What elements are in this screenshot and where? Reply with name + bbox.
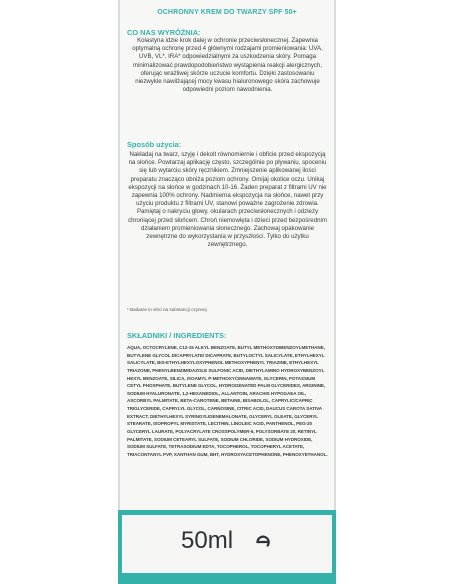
e-mark-icon (252, 531, 274, 553)
packaging-panel (118, 0, 336, 584)
section-title-usage: Sposób użycia: (127, 140, 182, 149)
ingredients-title: SKŁADNIKI / INGREDIENTS: (127, 331, 227, 340)
section-text-distinction: Kolastyna idzie krok dalej w ochronie przeciwsłonecznej. Zapewnia optymalną ochronę przed 4 głównymi rodzajami promieniowania: UVA, UVB, VL*, IRA* odpowiedzialnymi za uszkodzenia skóry. Pomaga minimalizować prawdopodobieństwo wystąpienia reakcji alergicznych, oferując wrażliwej skórze uczucie komfortu. Dzięki zastosowaniu niezwykle nawilżającej mocy kwasu hialuronowego skóra zachowuje odpowiedni poziom nawodnienia. (132, 37, 323, 94)
section-title-distinction: CO NAS WYRÓŻNIA: (127, 28, 201, 37)
section-text-usage: Nakładaj na twarz, szyję i dekolt równomiernie i obficie przed ekspozycją na słońce. Powtarzaj aplikację często, szczególnie po pływaniu, spoceniu się lub wytarciu skóry ręcznikiem. Zmniejszenie aplikowanej ilości preparatu znacząco obniża poziom ochrony. Omijaj okolice oczu. Unikaj ekspozycji na słońce w godzinach 10-16. Żaden preparat z filtrami UV nie zapewnia 100% ochrony. Nadmierna ekspozycja na słońce, nawet przy użyciu produktu z filtrami UV, stanowi poważne zagrożenie zdrowia. Pamiętaj o nakryciu głowy, okularach przeciwsłonecznych i odzieży chroniącej przed słońcem. Chroń niemowlęta i dzieci przed bezpośrednim działaniem promieniowania słonecznego. Zachowaj opakowanie zewnętrzne do wykorzystania w przyszłości. Tylko do użytku zewnętrznego. (128, 151, 327, 249)
bottom-band (118, 510, 336, 584)
panel-left-edge (118, 0, 120, 584)
ingredients-list: AQUA, OCTOCRYLENE, C12-15 ALKYL BENZOATE, BUTYL METHOXYDIBENZOYLMETHANE, BUTYLENE GLYCOL DICAPRYLATE/ DICAPRATE, BUTYLOCTYL SALICYLATE, ETHYLHEXYL SALICYLATE, BIS-ETHYLHEXYLOXYPHENOL METHOXYPHENYL TRIAZINE, ETHYLHEXYL TRIAZONE, PHENYLBENZIMIDAZOLE SULFONIC ACID, DIETHYLAMINO HYDROXYBENZOYL HEXYL BENZOATE, SILICA, ISOAMYL P-METHOXYCINNAMATE, GLYCERIN, POTASSIUM CETYL PHOSPHATE, BUTYLENE GLYCOL, HYDROGENATED PALM GLYCERIDES, ARGININE, SODIUM HYALURONATE, 1,2-HEXANEDIOL, ALLANTOIN, ARACHIS HYPOGAEA OIL, ASCORBYL PALMITATE, BETA-CAROTENE, BETAINE, BISABOLOL, CAPRYLIC/CAPRIC TRIGLYCERIDE, CAPRYLYL GLYCOL, CARNOSINE, CITRIC ACID, DAUCUS CAROTA SATIVA EXTRACT, DIETHYLHEXYL SYRINGYLIDENEMALONATE, GLYCERYL OLEATE, GLYCERYL STEARATE, ISOPROPYL MYRISTATE, LECITHIN, LINOLEIC ACID, PANTHENOL, PEG-20 GLYCERYL LAURATE, POLYACRYLATE CROSSPOLYMER-6, POLYSORBATE 20, RETINYL PALMITATE, SODIUM CETEARYL SULFATE, SODIUM CHLORIDE, SODIUM HYDROXIDE, SODIUM SULFATE, TETRASODIUM EDTA, TOCOPHEROL, TOCOPHERYL ACETATE, TRIACONTANYL PVP, XANTHAN GUM, BHT, HYDROXYACETOPHENONE, PHENOXYETHANOL. (127, 345, 328, 457)
panel-right-edge (334, 0, 336, 584)
product-line-header: OCHRONNY KREM DO TWARZY SPF 50+ (157, 9, 297, 16)
volume-label: 50ml (181, 527, 234, 554)
footnote: * Badanie in vitro na substancji czynnej (127, 307, 207, 312)
volume-box (122, 515, 332, 573)
